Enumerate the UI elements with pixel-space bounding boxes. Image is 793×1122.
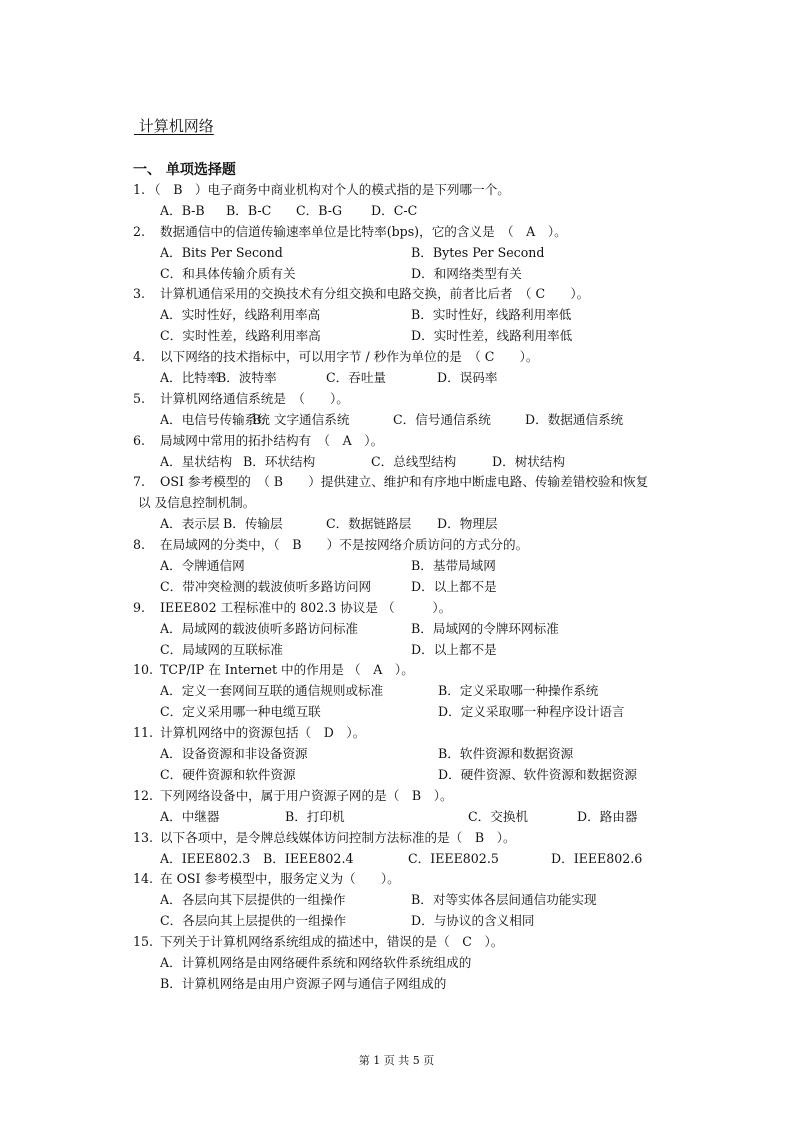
question-text: 以下各项中，是令牌总线媒体访问控制方法标准的是（ B ）。 bbox=[160, 829, 516, 845]
answer-option: D．误码率 bbox=[437, 370, 498, 386]
question-number: 9. bbox=[133, 599, 146, 615]
option-row bbox=[133, 556, 733, 577]
option-row bbox=[133, 702, 733, 723]
answer-option: C．IEEE802.5 bbox=[408, 850, 499, 866]
answer-option: D．C-C bbox=[371, 202, 418, 218]
question-text: （ B ）电子商务中商业机构对个人的模式指的是下列哪一个。 bbox=[148, 182, 510, 197]
question-stem-line bbox=[133, 828, 733, 849]
answer-option: D．物理层 bbox=[437, 516, 498, 532]
answer-option: B．局域网的令牌环网标准 bbox=[411, 620, 559, 636]
option-row bbox=[133, 577, 733, 598]
answer-option: B．B-C bbox=[226, 202, 272, 218]
answer-option: C．B-G bbox=[296, 202, 343, 218]
answer-option: C．各层向其上层提供的一组操作 bbox=[160, 913, 346, 929]
question-number: 4. bbox=[133, 349, 146, 365]
question-text: 以 及信息控制机制。 bbox=[138, 495, 256, 511]
answer-option: A．B-B bbox=[160, 202, 205, 218]
option-row bbox=[133, 911, 733, 932]
answer-option: D．以上都不是 bbox=[411, 578, 497, 594]
question-text: 在 OSI 参考模型中，服务定义为（ ）。 bbox=[160, 871, 400, 887]
answer-option: C．数据链路层 bbox=[326, 516, 412, 532]
answer-option: D．硬件资源、软件资源和数据资源 bbox=[438, 766, 638, 782]
answer-option: B．传输层 bbox=[223, 516, 283, 532]
question-stem-line bbox=[133, 932, 733, 953]
question-number: 13. bbox=[133, 829, 154, 845]
question-stem-line bbox=[133, 786, 733, 807]
answer-option: D．和网络类型有关 bbox=[411, 265, 522, 281]
answer-option: B．软件资源和数据资源 bbox=[438, 746, 574, 762]
answer-option: A．星状结构 bbox=[160, 453, 233, 469]
question-text: 以下网络的技术指标中，可以用字节 / 秒作为单位的是 （ C ）。 bbox=[160, 349, 539, 365]
question-stem-line bbox=[133, 180, 733, 201]
answer-option: C．交换机 bbox=[468, 808, 529, 824]
question-text: 计算机网络通信系统是 （ ）。 bbox=[160, 390, 349, 406]
option-row bbox=[133, 264, 733, 285]
question-number: 12. bbox=[133, 787, 154, 803]
answer-option: C．硬件资源和软件资源 bbox=[160, 766, 296, 782]
question-text: TCP/IP 在 Internet 中的作用是 （ A ）。 bbox=[160, 662, 414, 678]
question-number: 2. bbox=[133, 223, 146, 239]
answer-option: A．局域网的载波侦听多路访问标准 bbox=[160, 620, 359, 636]
answer-option: C．带冲突检测的载波侦听多路访问网 bbox=[160, 578, 372, 594]
answer-option: B．Bytes Per Second bbox=[411, 244, 545, 260]
question-stem-line bbox=[133, 347, 733, 368]
question-stem-line bbox=[133, 431, 733, 452]
answer-option: C．吞吐量 bbox=[326, 370, 387, 386]
question-text: 下列网络设备中，属于用户资源子网的是（ B ）。 bbox=[160, 787, 453, 803]
question-text: OSI 参考模型的 （ B ）提供建立、维护和有序地中断虚电路、传输差错校验和恢复 bbox=[160, 474, 649, 490]
option-row bbox=[133, 305, 733, 326]
answer-option: A．设备资源和非设备资源 bbox=[160, 746, 308, 762]
option-row bbox=[133, 326, 733, 347]
answer-option: D．树状结构 bbox=[492, 453, 566, 469]
question-stem-line bbox=[133, 472, 733, 493]
answer-option: A．Bits Per Second bbox=[160, 244, 283, 260]
option-row bbox=[133, 452, 733, 473]
answer-option: B．文字通信系统 bbox=[252, 411, 350, 427]
answer-option: B．对等实体各层间通信功能实现 bbox=[411, 892, 597, 908]
answer-option: C．定义采用哪一种电缆互联 bbox=[160, 704, 321, 720]
answer-option: A．定义一套网间互联的通信规则或标准 bbox=[160, 683, 384, 699]
option-row bbox=[133, 619, 733, 640]
question-list bbox=[133, 180, 733, 995]
question-number: 6. bbox=[133, 432, 146, 448]
question-text: 计算机通信采用的交换技术有分组交换和电路交换，前者比后者 （ C ）。 bbox=[160, 286, 590, 302]
option-row bbox=[133, 201, 733, 222]
question-number: 14. bbox=[133, 871, 154, 887]
answer-option: C．局域网的互联标准 bbox=[160, 641, 283, 657]
option-row bbox=[133, 410, 733, 431]
question-number: 10. bbox=[133, 662, 154, 678]
answer-option: B．IEEE802.4 bbox=[263, 850, 354, 866]
answer-option: D．实时性差，线路利用率低 bbox=[411, 328, 573, 344]
question-text: 下列关于计算机网络系统组成的描述中，错误的是（ C ）。 bbox=[160, 934, 504, 950]
answer-option: B．环状结构 bbox=[243, 453, 316, 469]
question-number: 5. bbox=[133, 390, 146, 406]
option-row bbox=[133, 514, 733, 535]
answer-option: C．实时性差，线路利用率高 bbox=[160, 328, 321, 344]
option-row bbox=[133, 681, 733, 702]
answer-option: D．路由器 bbox=[577, 808, 638, 824]
option-row bbox=[133, 890, 733, 911]
answer-option: C．和具体传输介质有关 bbox=[160, 265, 296, 281]
answer-option: B．计算机网络是由用户资源子网与通信子网组成的 bbox=[160, 975, 447, 991]
option-row bbox=[133, 243, 733, 264]
answer-option: B．定义采取哪一种操作系统 bbox=[438, 683, 599, 699]
option-row bbox=[133, 368, 733, 389]
answer-option: D．以上都不是 bbox=[411, 641, 497, 657]
option-row bbox=[133, 765, 733, 786]
answer-option: D．定义采取哪一种程序设计语言 bbox=[438, 704, 625, 720]
question-stem-line bbox=[133, 222, 733, 243]
question-number: 11. bbox=[133, 725, 154, 741]
option-row bbox=[133, 744, 733, 765]
question-text: 局域网中常用的拓扑结构有 （ A ）。 bbox=[160, 432, 384, 448]
question-stem-line bbox=[133, 389, 733, 410]
answer-option: A．IEEE802.3 bbox=[160, 850, 251, 866]
answer-option: A．中继器 bbox=[160, 808, 220, 824]
question-stem-line bbox=[133, 535, 733, 556]
option-row bbox=[133, 953, 733, 974]
question-number: 8. bbox=[133, 537, 146, 553]
section-heading: 一、 单项选择题 bbox=[133, 162, 236, 178]
answer-option: B．基带局域网 bbox=[411, 558, 496, 574]
question-number: 1. bbox=[133, 182, 146, 197]
question-stem-line bbox=[133, 723, 733, 744]
option-row bbox=[133, 640, 733, 661]
answer-option: B．实时性好，线路利用率低 bbox=[411, 307, 572, 323]
question-text: IEEE802 工程标准中的 802.3 协议是 （ ）。 bbox=[160, 599, 452, 615]
answer-option: A．令牌通信网 bbox=[160, 558, 245, 574]
answer-option: C．信号通信系统 bbox=[393, 411, 491, 427]
option-row bbox=[133, 974, 733, 995]
answer-option: A．各层向其下层提供的一组操作 bbox=[160, 892, 346, 908]
answer-option: B．打印机 bbox=[285, 808, 345, 824]
question-stem-line bbox=[133, 660, 733, 681]
question-text: 计算机网络中的资源包括（ D ）。 bbox=[160, 725, 366, 741]
answer-option: A．比特率 bbox=[160, 370, 220, 386]
answer-option: D．IEEE802.6 bbox=[551, 850, 643, 866]
answer-option: A．表示层 bbox=[160, 516, 220, 532]
answer-option: D．与协议的含义相同 bbox=[411, 913, 535, 929]
question-number: 3. bbox=[133, 286, 146, 302]
page-footer: 第 1 页 共 5 页 bbox=[358, 1054, 435, 1067]
answer-option: A．实时性好，线路利用率高 bbox=[160, 307, 321, 323]
answer-option: B．波特率 bbox=[217, 370, 277, 386]
answer-option: A．计算机网络是由网络硬件系统和网络软件系统组成的 bbox=[160, 954, 472, 970]
question-stem-line bbox=[133, 869, 733, 890]
option-row bbox=[133, 807, 733, 828]
question-number: 15. bbox=[133, 934, 154, 950]
option-row bbox=[133, 849, 733, 870]
question-text: 在局域网的分类中，（ B ）不是按网络介质访问的方式分的。 bbox=[160, 537, 529, 553]
answer-option: A．电信号传输系统 bbox=[160, 411, 270, 427]
question-stem-line bbox=[133, 493, 733, 514]
question-number: 7. bbox=[133, 474, 146, 490]
page-title: 计算机网络 bbox=[138, 117, 214, 135]
answer-option: C．总线型结构 bbox=[371, 453, 457, 469]
question-stem-line bbox=[133, 284, 733, 305]
answer-option: D．数据通信系统 bbox=[525, 411, 624, 427]
question-stem-line bbox=[133, 598, 733, 619]
question-text: 数据通信中的信道传输速率单位是比特率(bps)，它的含义是 （ A ）。 bbox=[160, 223, 567, 239]
